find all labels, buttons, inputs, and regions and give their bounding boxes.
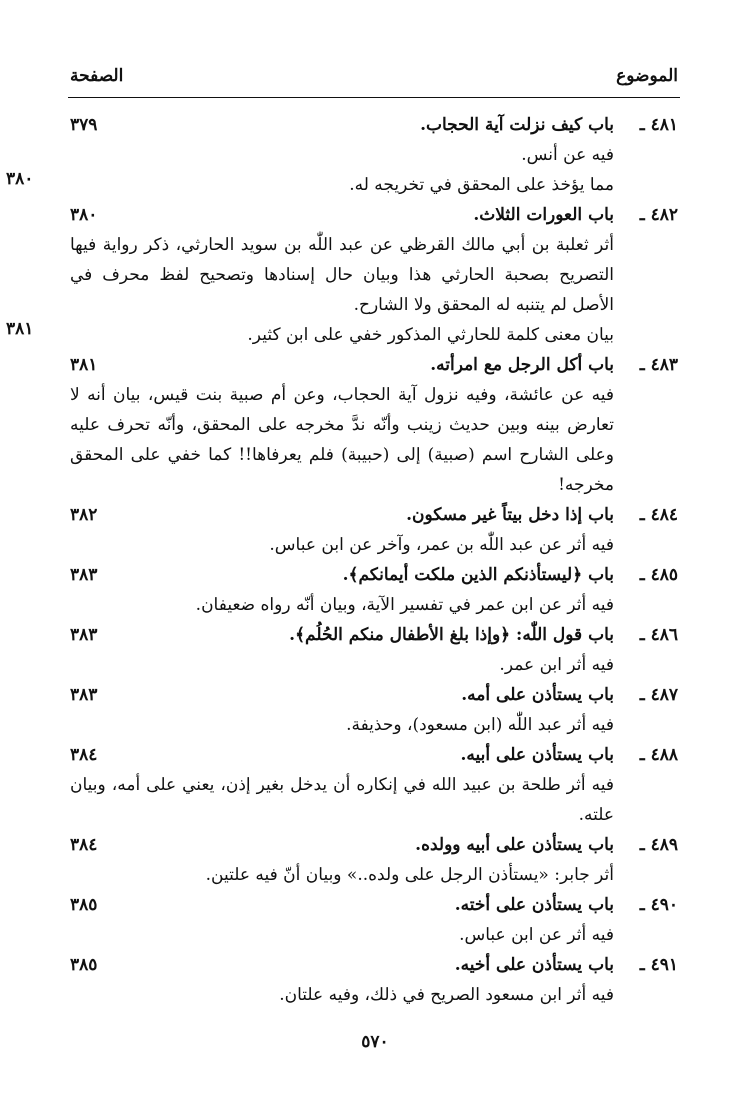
entry-heading-line: [70, 740, 678, 770]
entry-description: [70, 380, 614, 500]
topic-column-heading: الموضوع: [616, 66, 678, 86]
entry-description: [70, 770, 614, 830]
description-line: [70, 980, 614, 1010]
entry-page-number: ٣٨١: [70, 355, 98, 375]
entry-title: باب ﴿ليستأذنكم الذين ملكت أيمانكم﴾.: [342, 565, 614, 585]
entry-description: [70, 860, 614, 890]
description-line: [70, 230, 614, 320]
description-line: [70, 920, 614, 950]
entry-page-number: ٣٨٣: [70, 625, 98, 645]
entry-number: ٤٨٨ ـ: [639, 745, 678, 765]
entry-description: [70, 530, 614, 560]
entry-page-number: ٣٨٤: [70, 745, 98, 765]
description-text: أثر جابر: «يستأذن الرجل على ولده..» وبيان أنّ فيه علتين.: [205, 865, 614, 885]
description-text: فيه أثر عبد اللّٰه (ابن مسعود)، وحذيفة.: [346, 715, 614, 735]
entry-heading-line: [70, 830, 678, 860]
entry-page-number: ٣٨٤: [70, 835, 98, 855]
index-entries: [6, 110, 678, 1010]
entry-title: باب قول اللّٰه: ﴿وإذا بلغ الأطفال منكم الحُلُم﴾.: [289, 625, 614, 645]
entry-page-number: ٣٨٥: [70, 895, 98, 915]
entry-description: [6, 140, 614, 200]
page-header: [70, 66, 678, 96]
header-divider: [68, 97, 680, 98]
description-text: فيه أثر ابن مسعود الصريح في ذلك، وفيه علتان.: [279, 985, 614, 1005]
description-line: [6, 169, 614, 200]
entry-heading-line: [70, 680, 678, 710]
description-text: فيه أثر طلحة بن عبيد الله في إنكاره أن يدخل بغير إذن، يعني على أمه، وبيان علته.: [70, 775, 614, 825]
entry-page-number: ٣٧٩: [70, 115, 98, 135]
entry-description: [6, 230, 614, 350]
description-text: فيه أثر عن ابن عمر في تفسير الآية، وبيان أنّه رواه ضعيفان.: [195, 595, 614, 615]
entry-heading-line: [70, 200, 678, 230]
index-entry: [70, 890, 678, 950]
entry-description: [70, 650, 614, 680]
index-entry: [6, 110, 678, 200]
description-text: فيه عن أنس.: [521, 145, 614, 165]
entry-title: باب يستأذن على أبيه وولده.: [415, 835, 614, 855]
entry-number: ٤٨٣ ـ: [639, 355, 678, 375]
description-text: فيه أثر ابن عمر.: [499, 655, 614, 675]
entry-page-number: ٣٨٥: [70, 955, 98, 975]
entry-page-number: ٣٨٣: [70, 565, 98, 585]
description-text: فيه أثر عن عبد اللّٰه بن عمر، وآخر عن ابن عباس.: [269, 535, 614, 555]
line-page-number: ٣٨١: [6, 319, 34, 339]
entry-heading-line: [70, 350, 678, 380]
description-line: [70, 380, 614, 500]
description-line: [70, 530, 614, 560]
index-entry: [70, 950, 678, 1010]
index-entry: [6, 200, 678, 350]
entry-heading-line: [70, 560, 678, 590]
index-entry: [70, 560, 678, 620]
index-entry: [70, 500, 678, 560]
entry-title: باب كيف نزلت آية الحجاب.: [420, 115, 614, 135]
entry-title: باب يستأذن على أخته.: [454, 895, 614, 915]
line-page-number: ٣٨٠: [6, 169, 34, 189]
description-line: [70, 650, 614, 680]
entry-number: ٤٨٥ ـ: [639, 565, 678, 585]
entry-number: ٤٩٠ ـ: [639, 895, 678, 915]
entry-heading-line: [70, 890, 678, 920]
entry-page-number: ٣٨٢: [70, 505, 98, 525]
description-line: [70, 860, 614, 890]
entry-number: ٤٨١ ـ: [639, 115, 678, 135]
entry-number: ٤٨٧ ـ: [639, 685, 678, 705]
entry-heading-line: [70, 110, 678, 140]
description-text: فيه عن عائشة، وفيه نزول آية الحجاب، وعن أم صبية بنت قيس، بيان أنه لا تعارض بينه وبين حديث زينب وأنّه ندَّ مخرجه على المحقق، وأنّه تحرف عليه وعلى الشارح اسم (صبية) إلى (حبيبة) فلم يعرفاها!! كما خفي على المحقق مخرجه!: [70, 385, 614, 495]
description-line: [70, 590, 614, 620]
description-text: فيه أثر عن ابن عباس.: [459, 925, 614, 945]
entry-title: باب يستأذن على أمه.: [461, 685, 614, 705]
description-text: بيان معنى كلمة للحارثي المذكور خفي على ابن كثير.: [247, 325, 614, 345]
description-text: أثر ثعلبة بن أبي مالك القرظي عن عبد اللّٰه بن سويد الحارثي، ذكر رواية فيها التصريح بصحبة الحارثي هذا وبيان حال إسنادها وتصحيح لفظ محرف في الأصل لم يتنبه له المحقق ولا الشارح.: [70, 235, 614, 315]
entry-description: [70, 980, 614, 1010]
page-column-heading: الصفحة: [70, 66, 124, 86]
entry-heading-line: [70, 950, 678, 980]
description-line: [6, 319, 614, 350]
index-entry: [70, 680, 678, 740]
description-line: [70, 710, 614, 740]
entry-title: باب إذا دخل بيتاً غير مسكون.: [406, 505, 614, 525]
entry-description: [70, 590, 614, 620]
entry-title: باب أكل الرجل مع امرأته.: [430, 355, 614, 375]
entry-description: [70, 710, 614, 740]
description-line: [70, 770, 614, 830]
entry-number: ٤٩١ ـ: [639, 955, 678, 975]
index-entry: [70, 740, 678, 830]
page-number: ٥٧٠: [361, 1032, 389, 1052]
entry-page-number: ٣٨٠: [70, 205, 98, 225]
index-entry: [70, 830, 678, 890]
description-text: مما يؤخذ على المحقق في تخريجه له.: [349, 175, 614, 195]
entry-heading-line: [70, 500, 678, 530]
index-entry: [70, 350, 678, 500]
description-line: [70, 140, 614, 170]
entry-number: ٤٨٩ ـ: [639, 835, 678, 855]
entry-heading-line: [70, 620, 678, 650]
entry-number: ٤٨٢ ـ: [639, 205, 678, 225]
entry-page-number: ٣٨٣: [70, 685, 98, 705]
entry-number: ٤٨٤ ـ: [639, 505, 678, 525]
entry-description: [70, 920, 614, 950]
entry-title: باب يستأذن على أبيه.: [460, 745, 614, 765]
entry-number: ٤٨٦ ـ: [639, 625, 678, 645]
entry-title: باب يستأذن على أخيه.: [454, 955, 614, 975]
entry-title: باب العورات الثلاث.: [473, 205, 614, 225]
index-entry: [70, 620, 678, 680]
